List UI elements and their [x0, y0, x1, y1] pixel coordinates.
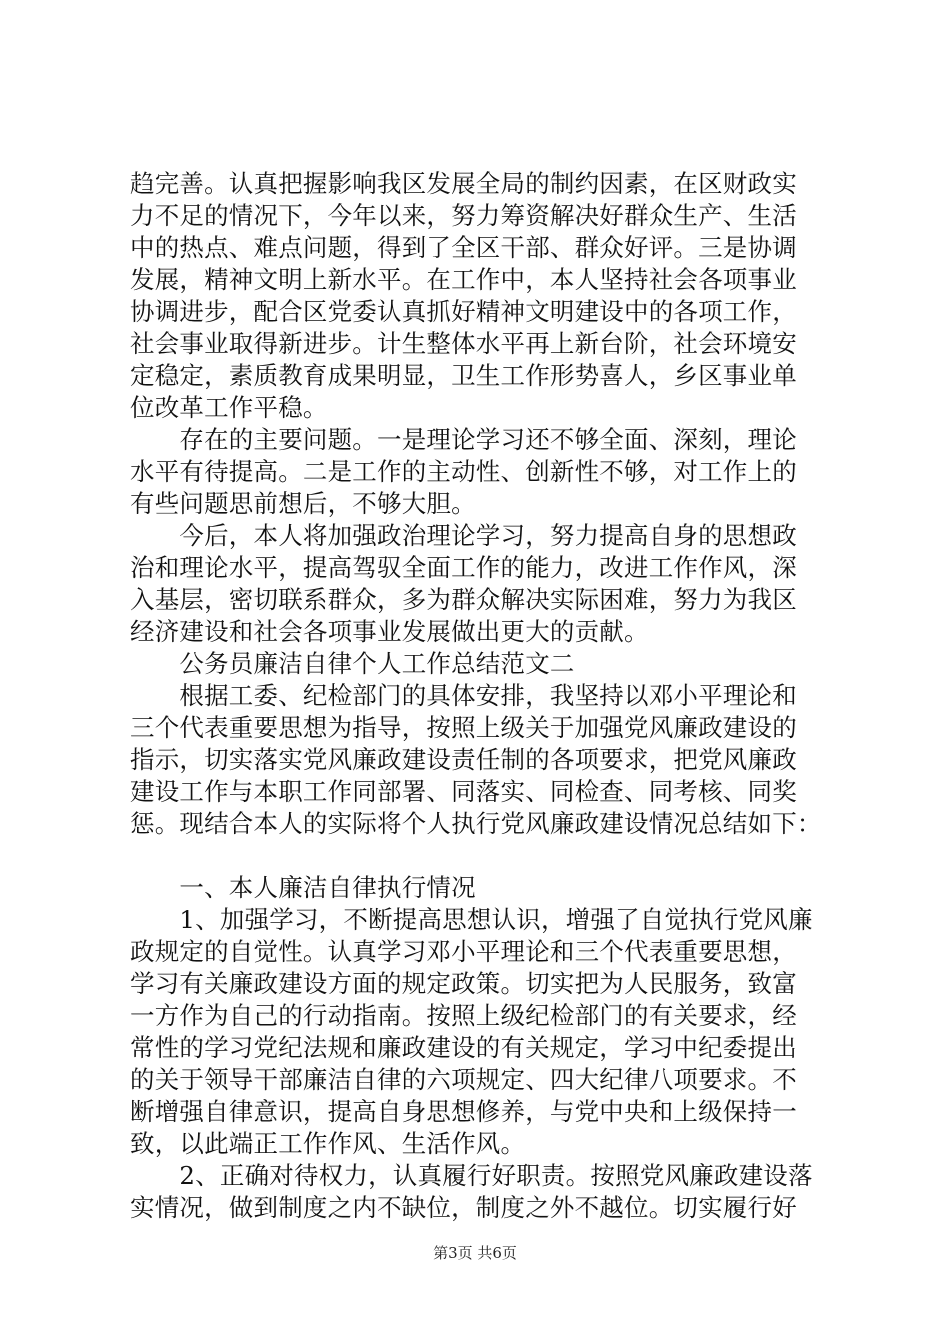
text-line: 发展，精神文明上新水平。在工作中，本人坚持社会各项事业	[130, 265, 797, 294]
text-line: 今后，本人将加强政治理论学习，努力提高自身的思想政	[130, 521, 797, 550]
text-line: 建设工作与本职工作同部署、同落实、同检查、同考核、同奖	[130, 777, 797, 806]
text-line: 社会事业取得新进步。计生整体水平再上新台阶，社会环境安	[130, 329, 797, 358]
text-line: 惩。现结合本人的实际将个人执行党风廉政建设情况总结如下：	[130, 809, 822, 838]
text-line: 断增强自律意识，提高自身思想修养，与党中央和上级保持一	[130, 1097, 797, 1126]
text-line: 指示，切实落实党风廉政建设责任制的各项要求，把党风廉政	[130, 745, 797, 774]
text-line: 入基层，密切联系群众，多为群众解决实际困难，努力为我区	[130, 585, 797, 614]
text-line: 的关于领导干部廉洁自律的六项规定、四大纪律八项要求。不	[130, 1065, 797, 1094]
text-line: 经济建设和社会各项事业发展做出更大的贡献。	[130, 617, 649, 646]
body-text	[130, 168, 840, 1224]
text-line: 水平有待提高。二是工作的主动性、创新性不够，对工作上的	[130, 457, 797, 486]
text-line: 一、本人廉洁自律执行情况	[130, 873, 476, 902]
text-line: 致，以此端正工作作风、生活作风。	[130, 1129, 526, 1158]
blank-line	[130, 840, 840, 872]
text-line: 公务员廉洁自律个人工作总结范文二	[130, 649, 575, 678]
text-line: 有些问题思前想后，不够大胆。	[130, 489, 476, 518]
text-line: 一方作为自己的行动指南。按照上级纪检部门的有关要求，经	[130, 1001, 797, 1030]
text-line: 存在的主要问题。一是理论学习还不够全面、深刻，理论	[130, 425, 797, 454]
text-line: 中的热点、难点问题，得到了全区干部、群众好评。三是协调	[130, 233, 797, 262]
text-line: 定稳定，素质教育成果明显，卫生工作形势喜人，乡区事业单	[130, 361, 797, 390]
text-line: 位改革工作平稳。	[130, 393, 328, 422]
text-line: 力不足的情况下，今年以来，努力筹资解决好群众生产、生活	[130, 201, 797, 230]
text-line: 学习有关廉政建设方面的规定政策。切实把为人民服务，致富	[130, 969, 797, 998]
page-footer: 第3页 共6页	[433, 1244, 517, 1262]
text-line: 三个代表重要思想为指导，按照上级关于加强党风廉政建设的	[130, 713, 797, 742]
text-line: 1、加强学习，不断提高思想认识，增强了自觉执行党风廉	[130, 905, 813, 934]
text-line: 2、正确对待权力，认真履行好职责。按照党风廉政建设落	[130, 1161, 813, 1190]
text-line: 趋完善。认真把握影响我区发展全局的制约因素，在区财政实	[130, 169, 797, 198]
text-line: 实情况，做到制度之内不缺位，制度之外不越位。切实履行好	[130, 1193, 797, 1222]
text-line: 协调进步，配合区党委认真抓好精神文明建设中的各项工作，	[130, 297, 797, 326]
text-line: 治和理论水平，提高驾驭全面工作的能力，改进工作作风，深	[130, 553, 797, 582]
text-line: 根据工委、纪检部门的具体安排，我坚持以邓小平理论和	[130, 681, 797, 710]
text-line: 政规定的自觉性。认真学习邓小平理论和三个代表重要思想，	[130, 937, 797, 966]
text-line: 常性的学习党纪法规和廉政建设的有关规定，学习中纪委提出	[130, 1033, 797, 1062]
